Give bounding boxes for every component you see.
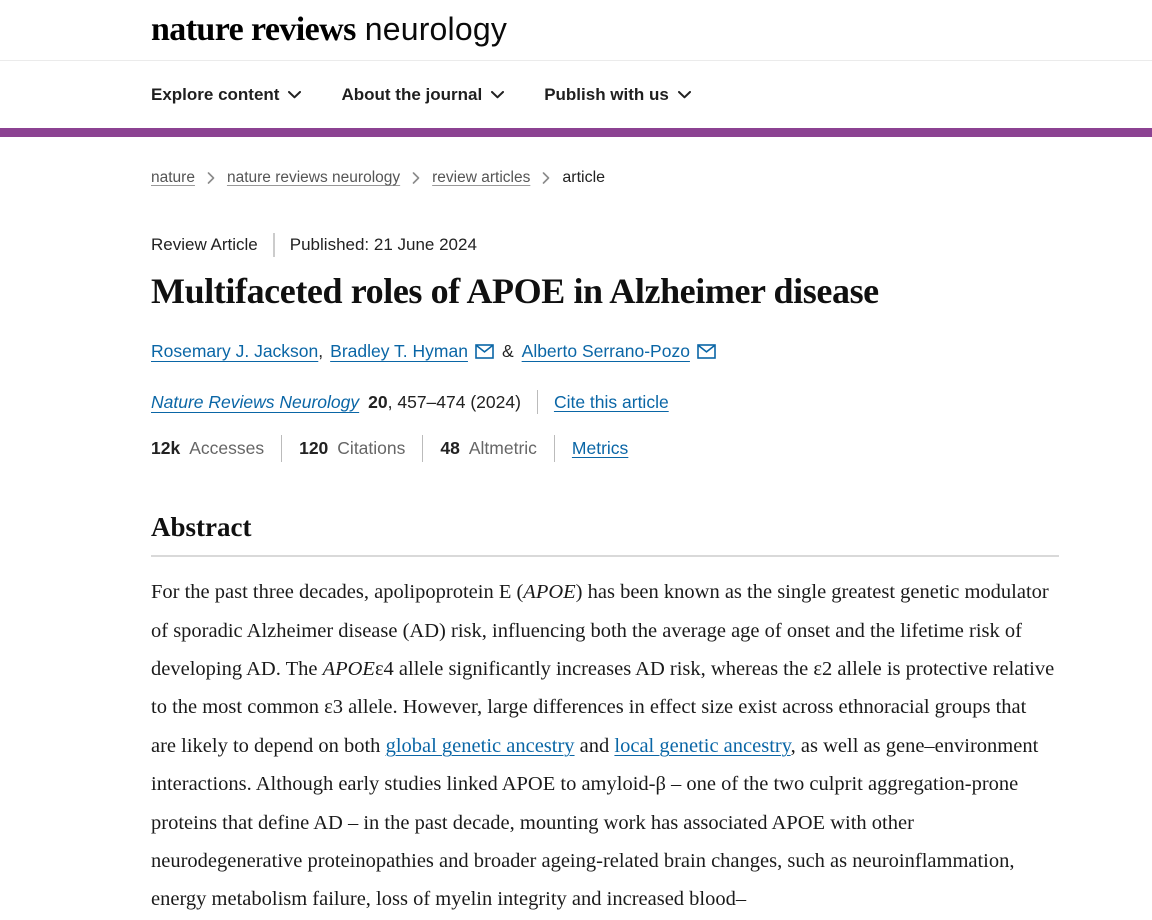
masthead bbox=[0, 0, 1152, 61]
journal-link[interactable]: Nature Reviews Neurology bbox=[151, 391, 360, 412]
abstract-text: , as well as gene–environment interactions. Although early studies linked APOE to amyloid-β – one of the two culprit aggregation-prone proteins that define AD – in the past decade, mounting work has associated APOE with other neurodegenerative proteinopathies and broader ageing-related brain changes, such as neuroinflammation, energy metabolism failure, loss of myelin integrity and increased blood– bbox=[151, 734, 1039, 911]
metric-label: Citations bbox=[337, 438, 406, 459]
meta-divider bbox=[273, 233, 275, 257]
divider bbox=[422, 435, 423, 462]
breadcrumb-separator-icon bbox=[412, 172, 420, 184]
author-link-alberto-serrano-pozo[interactable]: Alberto Serrano-Pozo bbox=[521, 341, 690, 362]
breadcrumb-separator-icon bbox=[542, 172, 550, 184]
email-icon[interactable] bbox=[697, 344, 716, 359]
abstract-italic-text: APOE bbox=[523, 581, 576, 604]
abstract-paragraph bbox=[151, 573, 1056, 919]
article-page bbox=[151, 169, 1059, 919]
nav-item-label: Explore content bbox=[151, 84, 280, 104]
journal-citation-row bbox=[151, 390, 1059, 414]
divider bbox=[281, 435, 282, 462]
journal-logo[interactable] bbox=[151, 11, 507, 49]
nav-item-explore-content[interactable] bbox=[151, 85, 301, 105]
author-list bbox=[151, 341, 1059, 362]
journal-pages: , 457–474 (2024) bbox=[387, 391, 521, 412]
breadcrumb-current: article bbox=[562, 169, 606, 186]
metric-value: 48 bbox=[440, 438, 460, 459]
abstract-link[interactable]: global genetic ancestry bbox=[385, 734, 575, 757]
nav-item-label: Publish with us bbox=[544, 84, 669, 104]
nav-item-label: About the journal bbox=[341, 84, 483, 104]
breadcrumb-link-review-articles[interactable]: review articles bbox=[432, 169, 531, 186]
author-link-bradley-t-hyman[interactable]: Bradley T. Hyman bbox=[330, 341, 468, 362]
breadcrumb-link-nature[interactable]: nature bbox=[151, 169, 195, 186]
nav-item-about-the-journal[interactable] bbox=[341, 85, 504, 105]
abstract-text: ) has been known as the single greatest genetic modulator of sporadic Alzheimer disease (AD) risk, influencing both the average age of onset and the lifetime risk of developing AD. The bbox=[151, 581, 1049, 680]
article-type-label: Review Article bbox=[151, 235, 258, 254]
nav-item-publish-with-us[interactable] bbox=[544, 85, 691, 105]
main-nav bbox=[0, 61, 1152, 128]
metric-value: 12k bbox=[151, 438, 181, 459]
abstract-text: and bbox=[574, 734, 615, 757]
logo-neurology: neurology bbox=[364, 11, 508, 47]
breadcrumb-separator-icon bbox=[207, 172, 215, 184]
cite-this-article-link[interactable]: Cite this article bbox=[553, 391, 669, 412]
metrics-link[interactable]: Metrics bbox=[571, 438, 629, 459]
author-ampersand: & bbox=[501, 341, 514, 362]
abstract-divider bbox=[151, 555, 1059, 557]
abstract-link[interactable]: local genetic ancestry bbox=[614, 734, 791, 757]
chevron-down-icon bbox=[491, 91, 504, 99]
published-date: Published: 21 June 2024 bbox=[289, 235, 477, 254]
author-link-rosemary-j-jackson[interactable]: Rosemary J. Jackson bbox=[151, 341, 319, 362]
metric-altmetric bbox=[440, 438, 537, 459]
page-title: Multifaceted roles of APOE in Alzheimer disease bbox=[151, 271, 879, 311]
email-icon[interactable] bbox=[475, 344, 494, 359]
logo-nature-reviews: nature reviews bbox=[151, 11, 356, 48]
metric-citations bbox=[299, 438, 405, 459]
journal-volume: 20 bbox=[368, 391, 388, 412]
breadcrumb bbox=[151, 169, 1059, 187]
breadcrumb-link-journal[interactable]: nature reviews neurology bbox=[226, 169, 401, 186]
metrics-row bbox=[151, 435, 1059, 462]
abstract-italic-text: APOE bbox=[322, 658, 375, 680]
metric-label: Altmetric bbox=[468, 438, 537, 459]
abstract-text: For the past three decades, apolipoprotein E ( bbox=[151, 581, 524, 604]
abstract-heading: Abstract bbox=[151, 512, 252, 543]
chevron-down-icon bbox=[678, 91, 691, 99]
journal-accent-bar bbox=[0, 128, 1152, 137]
metric-accesses bbox=[151, 438, 264, 459]
abstract-text: ε4 allele significantly increases AD risk, whereas the ε2 allele is protective relative to the most common ε3 allele. However, large differences in effect size exist across ethnoracial groups that are likely to depend on both bbox=[151, 658, 1055, 757]
author-separator: , bbox=[318, 341, 324, 362]
metric-value: 120 bbox=[299, 438, 329, 459]
chevron-down-icon bbox=[288, 91, 301, 99]
metric-label: Accesses bbox=[189, 438, 265, 459]
article-meta-row bbox=[151, 233, 1059, 257]
divider bbox=[537, 390, 538, 414]
divider bbox=[554, 435, 555, 462]
